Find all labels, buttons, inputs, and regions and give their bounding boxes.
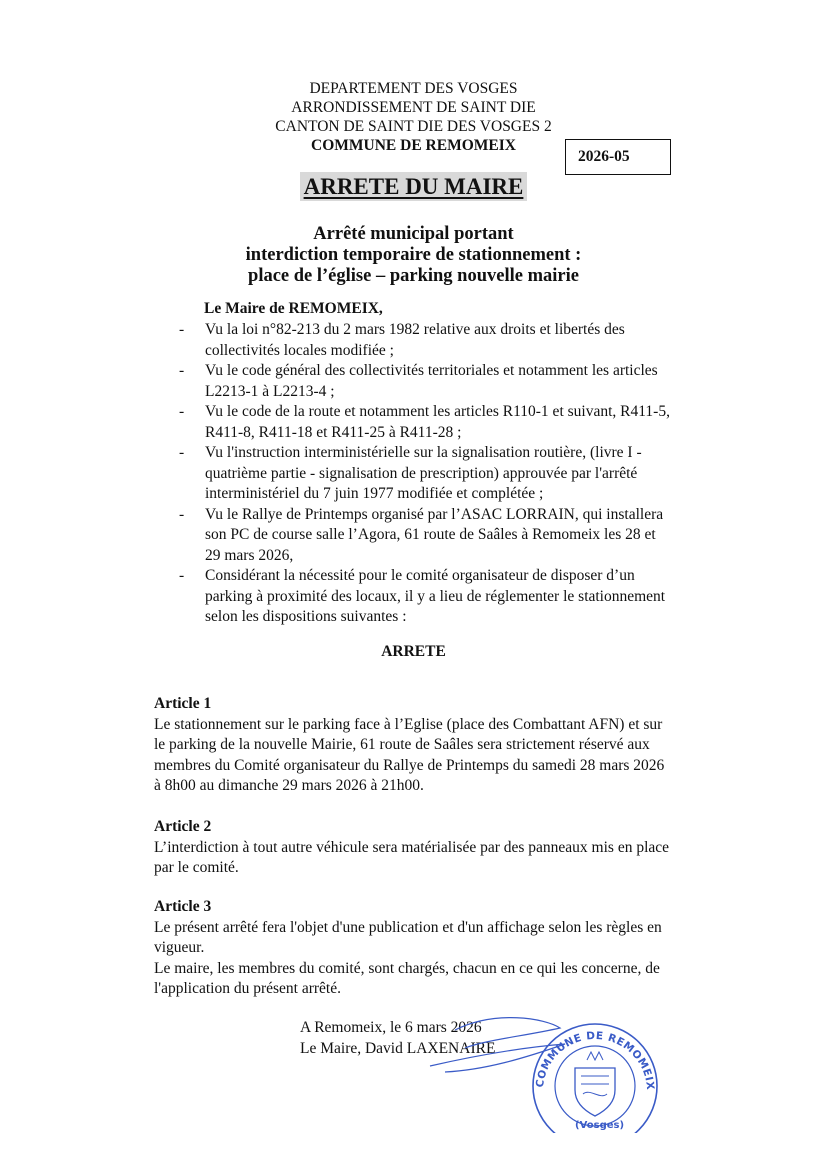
- department-header: [0, 79, 827, 155]
- signature-signer: Le Maire, David LAXENAIRE: [300, 1039, 496, 1057]
- considerant-item: [170, 320, 670, 361]
- list-dash: -: [179, 362, 185, 379]
- commune-seal-stamp: [425, 1008, 675, 1133]
- seal-outer-text: COMMUNE DE REMOMEIX: [534, 1029, 657, 1091]
- considerants-list: [170, 320, 670, 628]
- seal-bottom-text: (Vosges): [575, 1120, 625, 1131]
- list-dash: -: [179, 567, 185, 584]
- arrete-heading: ARRETE: [381, 643, 446, 660]
- considerant-text: Vu l'instruction interministérielle sur la signalisation routière, (livre I - quatrième partie - signalisation de prescription) approuvée par l'arrêté interministériel du 7 juin 1977 modifiée et complétée ;: [205, 444, 642, 502]
- article-3: [154, 897, 674, 1000]
- signature-scribble: [455, 1018, 560, 1048]
- seal-inner-ring: [555, 1046, 635, 1126]
- considerant-text: Vu le Rallye de Printemps organisé par l’ASAC LORRAIN, qui installera son PC de course salle l’Agora, 61 route de Saâles à Remomeix les 28 et 29 mars 2026,: [205, 505, 664, 564]
- header-commune: COMMUNE DE REMOMEIX: [311, 137, 516, 154]
- article-title: Article 3: [154, 898, 212, 915]
- article-text: L’interdiction à tout autre véhicule sera matérialisée par des panneaux mis en place par le comité.: [154, 838, 670, 876]
- article-title: Article 2: [154, 818, 212, 835]
- header-arrondissement: ARRONDISSEMENT DE SAINT DIE: [291, 99, 536, 116]
- subtitle-line-3: place de l’église – parking nouvelle mairie: [248, 266, 579, 286]
- considerant-item: [170, 402, 670, 443]
- article-text: Le stationnement sur le parking face à l’Eglise (place des Combattant AFN) et sur le parking de la nouvelle Mairie, 61 route de Saâles sera strictement réservé aux membres du Comité organisateur du Rallye de Printemps du samedi 28 mars 2026 à 8h00 au dimanche 29 mars 2026 à 21h00.: [154, 715, 665, 794]
- article-2: [154, 817, 674, 879]
- considerant-item: [170, 443, 670, 505]
- list-dash: -: [179, 321, 185, 338]
- article-title: Article 1: [154, 695, 212, 712]
- mayor-intro: Le Maire de REMOMEIX,: [204, 300, 383, 317]
- list-dash: -: [179, 505, 185, 523]
- considerant-text: Vu la loi n°82-213 du 2 mars 1982 relative aux droits et libertés des collectivités locales modifiée ;: [205, 321, 625, 359]
- considerant-item: [170, 566, 670, 628]
- reference-number-box: 2026-05: [565, 139, 671, 175]
- considerant-text: Vu le code général des collectivités territoriales et notamment les articles L2213-1 à L2213-4 ;: [205, 362, 658, 400]
- signature-place-date: A Remomeix, le 6 mars 2026: [300, 1019, 482, 1036]
- header-canton: CANTON DE SAINT DIE DES VOSGES 2: [275, 118, 552, 135]
- list-dash: -: [179, 444, 185, 461]
- article-text-2: Le maire, les membres du comité, sont chargés, chacun en ce qui les concerne, de l'application du présent arrêté.: [154, 959, 660, 997]
- article-1: [154, 694, 674, 797]
- seal-emblem: [575, 1068, 615, 1116]
- header-department: DEPARTEMENT DES VOSGES: [309, 80, 518, 97]
- seal-emblem: [581, 1076, 609, 1096]
- list-dash: -: [179, 403, 185, 420]
- document-title: ARRETE DU MAIRE: [300, 172, 528, 201]
- document-title-wrap: [0, 172, 827, 201]
- considerant-item: [170, 361, 670, 402]
- considerant-text: Considérant la nécessité pour le comité organisateur de disposer d’un parking à proximité des locaux, il y a lieu de réglementer le stationnement selon les dispositions suivantes :: [205, 567, 666, 625]
- considerant-text: Vu le code de la route et notamment les articles R110-1 et suivant, R411-5, R411-8, R411-18 et R411-25 à R411-28 ;: [205, 403, 670, 441]
- considerant-item: [170, 505, 670, 567]
- seal-emblem: [587, 1052, 603, 1060]
- subtitle-line-1: Arrêté municipal portant: [313, 224, 514, 244]
- subtitle-line-2: interdiction temporaire de stationnement :: [245, 245, 582, 265]
- article-text: Le présent arrêté fera l'objet d'une publication et d'un affichage selon les règles en vigueur.: [154, 918, 662, 956]
- document-subtitle: [0, 224, 827, 287]
